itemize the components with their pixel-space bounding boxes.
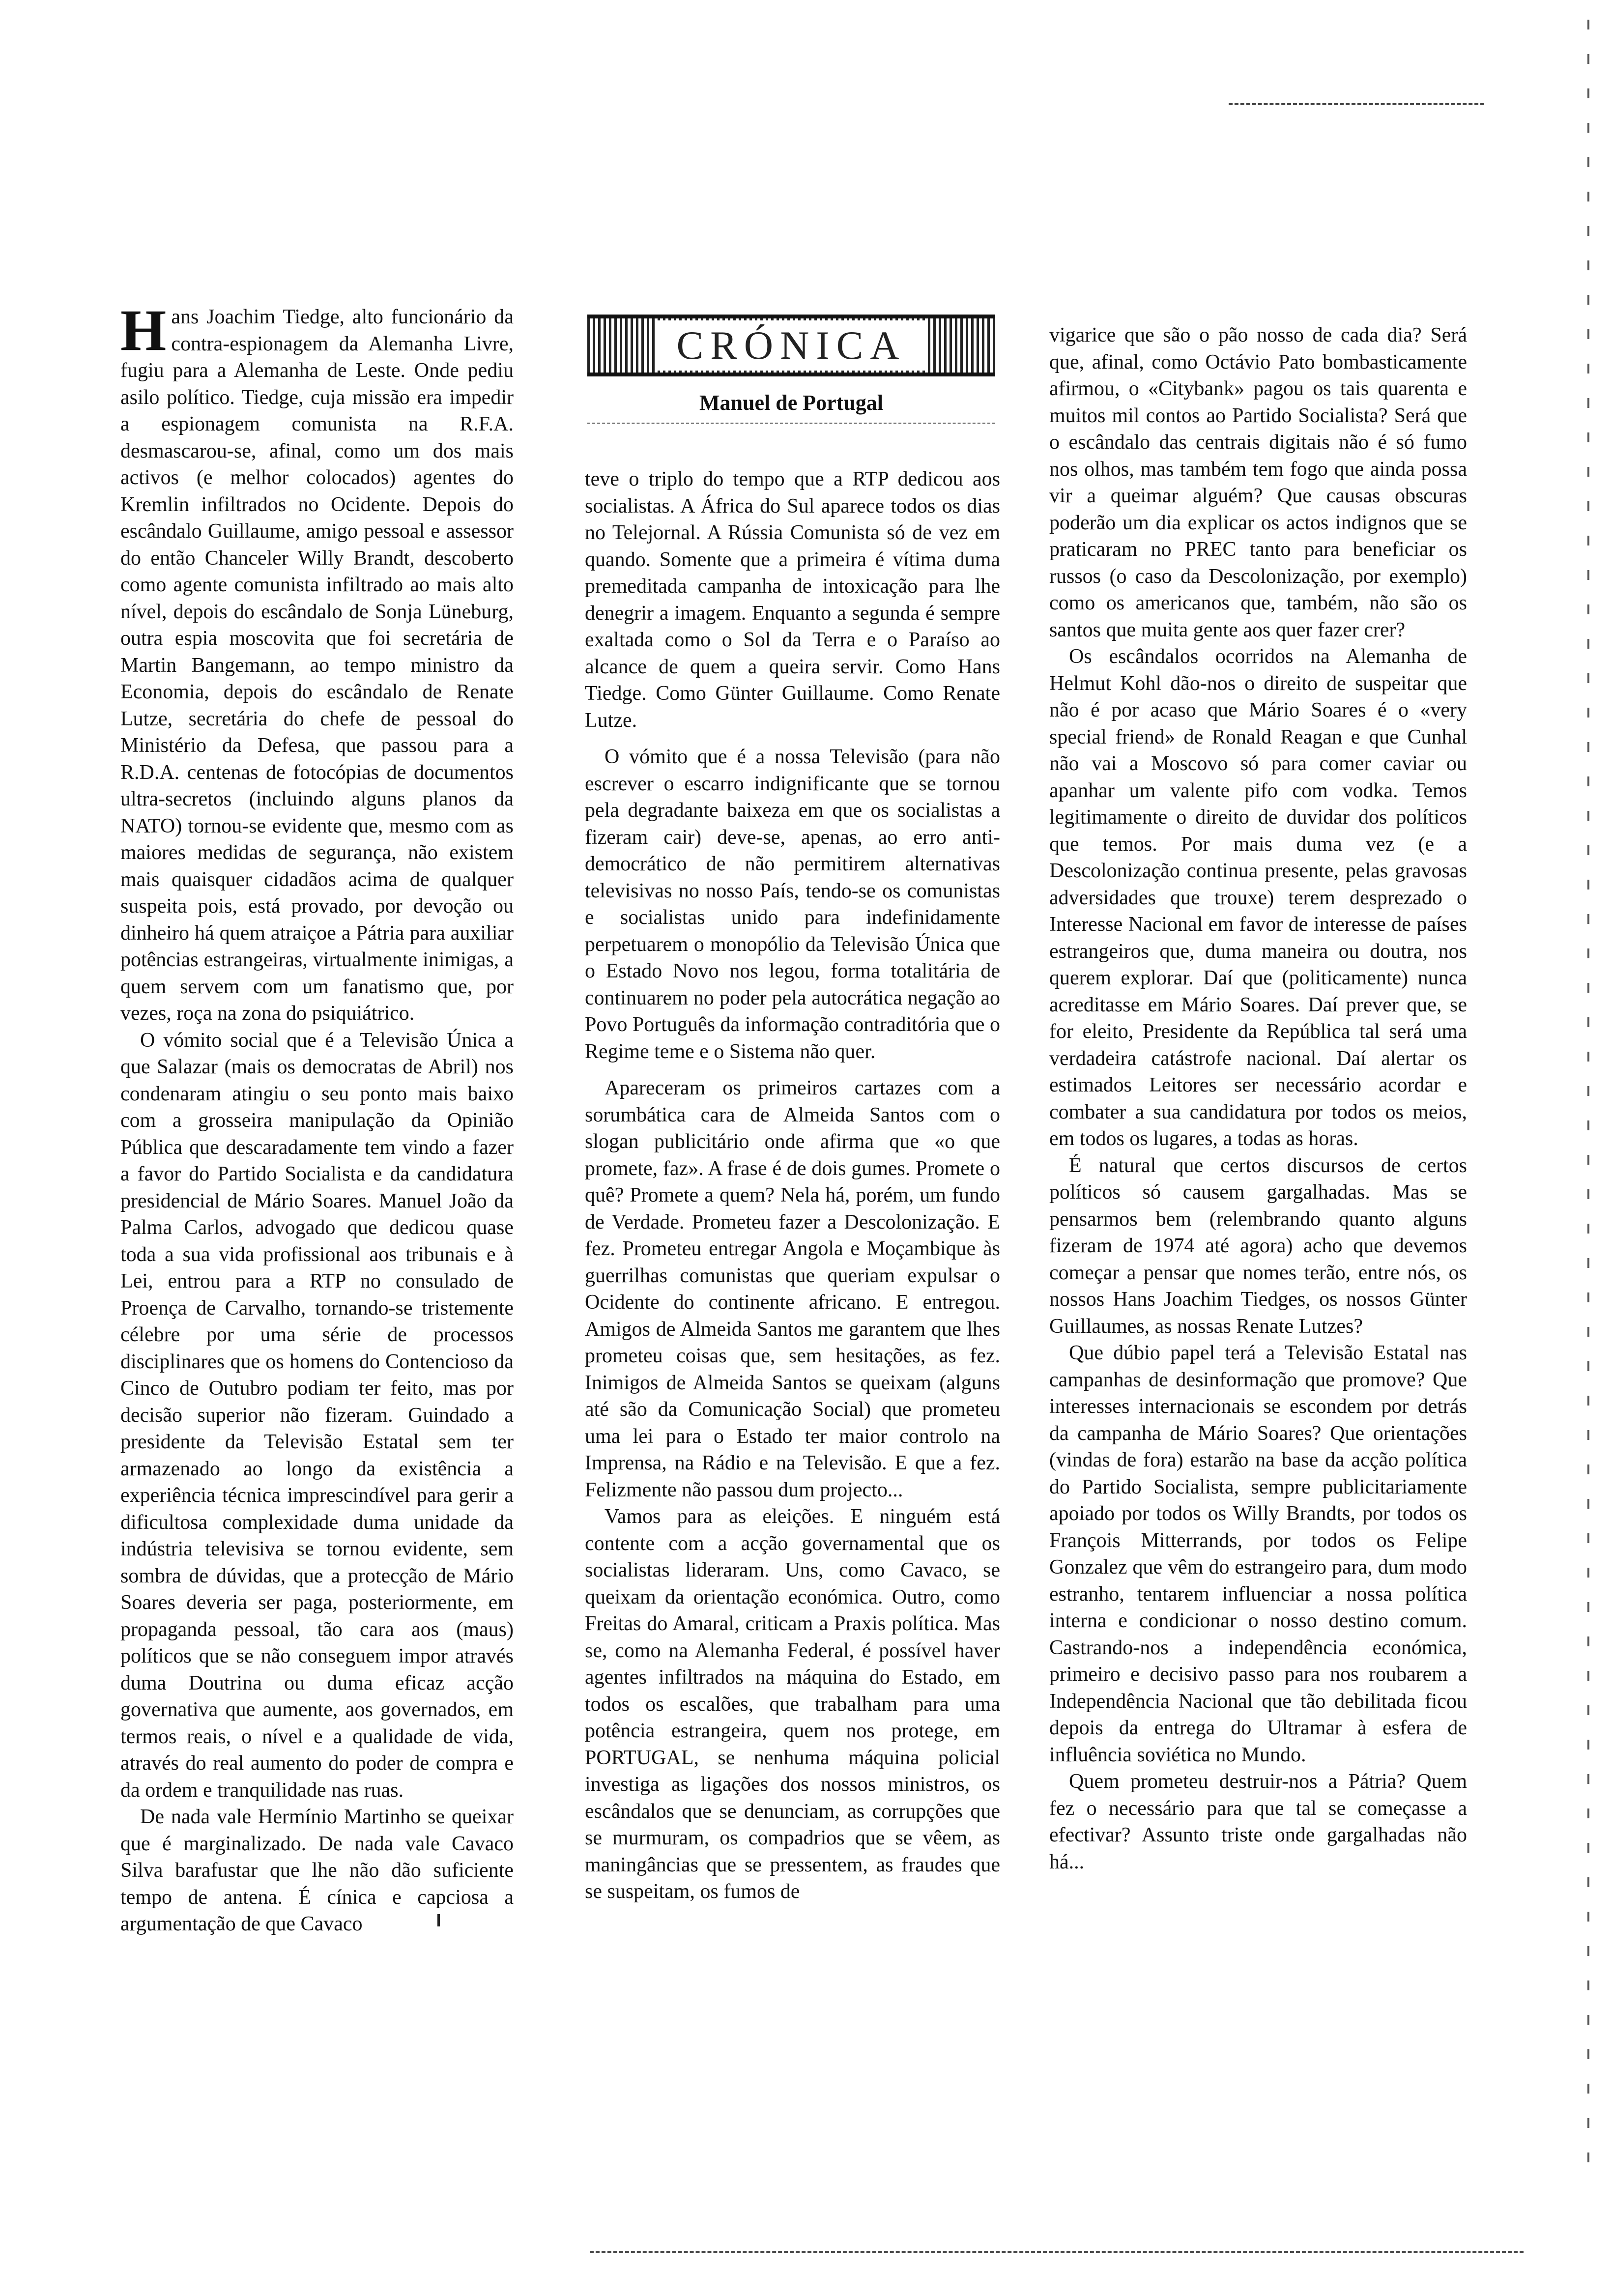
paragraph: Que dúbio papel terá a Televisão Estatal nas campanhas de desinformação que promove? Que interesses internacionais se escondem por detrás da campanha de Mário Soares? Que orientações (vindas de fora) estarão na base da acção política do Partido Socialista, sempre publicitariamente apoiado por todos os Willy Brandts, por todos os François Mitterrands, por todos os Felipe Gonzalez que vêm do estrangeiro para, dum modo estranho, tentarem influenciar a nossa política interna e condicionar o nosso destino comum. Castrando-nos a independência económica, primeiro e decisivo passo para nos roubarem a Independência Nacional que tão debilitada ficou depois da entrega do Ultramar à esfera de influência soviética no Mundo. [1049, 1342, 1467, 1766]
section-title: CRÓNICA [657, 320, 925, 371]
article-column-1 [120, 297, 514, 1938]
paragraph: teve o triplo do tempo que a RTP dedicou aos socialistas. A África do Sul aparece todos os dias no Telejornal. A Rússia Comunista só de vez em quando. Somente que a primeira é vítima duma premeditada campanha de intoxicação para lhe denegrir a imagem. Enquanto a segunda é sempre exaltada como o Sol da Terra e o Paraíso ao alcance de quem a queira servir. Como Hans Tiedge. Como Günter Guillaume. Como Renate Lutze. [585, 468, 1000, 732]
article-column-3 [1049, 322, 1467, 1875]
scan-artifact-top [1229, 103, 1484, 105]
paragraph: Os escândalos ocorridos na Alemanha de Helmut Kohl dão-nos o direito de suspeitar que não é por acaso que Mário Soares é o «very special friend» de Ronald Reagan e que Cunhal não vai a Moscovo só para comer caviar ou apanhar um valente pifo com vodka. Temos legitimamente o direito de duvidar dos políticos que temos. Por mais duma vez (e a Descolonização continua presente, pelas gravosas adversidades que trouxe) terem desprezado o Interesse Nacional em favor de interesse de países estrangeiros que, duma maneira ou doutra, nos querem explorar. Daí que (politicamente) nunca acreditasse em Mário Soares. Daí prever que, se for eleito, Presidente da República tal será uma verdadeira catástrofe nacional. Daí alertar os estimados Leitores ser necessário acordar e combater a sua candidatura por todos os meios, em todos os lugares, a todas as horas. [1049, 645, 1467, 1150]
paragraph: É natural que certos discursos de certos políticos só causem gargalhadas. Mas se pensarmos bem (relembrando quanto alguns fizeram de 1974 até agora) acho que devemos começar a pensar que nomes terão, entre nós, os nossos Hans Joachim Tiedges, os nossos Günter Guillaumes, as nossas Renate Lutzes? [1049, 1154, 1467, 1338]
paragraph: vigarice que são o pão nosso de cada dia? Será que, afinal, como Octávio Pato bombasticamente afirmou, o «Citybank» pagou os tais quarenta e muitos mil contos ao Partido Socialista? Será que o escândalo das centrais digitais não é só fumo nos olhos, mas também tem fogo que ainda possa vir a queimar alguém? Que causas obscuras poderão um dia explicar os actos indignos que se praticaram no PREC tanto para beneficiar os russos (o caso da Descolonização, por exemplo) como os americanos que, também, não são os santos que muita gente aos quer fazer crer? [1049, 324, 1467, 641]
paragraph: Apareceram os primeiros cartazes com a sorumbática cara de Almeida Santos com o slogan publicitário onde afirma que «o que promete, faz». A frase é de dois gumes. Promete o quê? Promete a quem? Nela há, porém, um fundo de Verdade. Prometeu fazer a Descolonização. E fez. Prometeu entregar Angola e Moçambique às guerrilhas comunistas que queriam expulsar o Ocidente do continente africano. E entregou. Amigos de Almeida Santos me garantem que lhes prometeu coisas que, sem hesitações, as fez. Inimigos de Almeida Santos se queixam (alguns até são da Comunicação Social) que prometeu uma lei para o Estado ter maior controlo na Imprensa, na Rádio e na Televisão. E que a fez. Felizmente não passou dum projecto... [585, 1077, 1000, 1501]
paragraph: Vamos para as eleições. E ninguém está contente com a acção governamental que os socialistas lideraram. Uns, como Cavaco, se queixam da orientação económica. Outro, como Freitas do Amaral, criticam a Praxis política. Mas se, como na Alemanha Federal, é possível haver agentes infiltrados na máquina do Estado, em todos os escalões, que trabalham para uma potência estrangeira, quem nos protege, em PORTUGAL, se nenhuma máquina policial investiga as ligações dos nossos ministros, os escândalos que se denunciam, as corrupções que se murmuram, os compadrios que se vêem, as maningâncias que se pressentem, as fraudes que se suspeitam, os fumos de [585, 1505, 1000, 1903]
drop-cap: H [120, 297, 167, 363]
paragraph: De nada vale Hermínio Martinho se queixar que é marginalizado. De nada vale Cavaco Silva barafustar que lhe não dão suficiente tempo de antena. É cínica e capciosa a argumentação de que Cavaco [120, 1806, 514, 1935]
scan-artifact-bottom [590, 2251, 1524, 2253]
paragraph: O vómito social que é a Televisão Única a que Salazar (mais os democratas de Abril) nos condenaram atingiu o seu ponto mais baixo com a grosseira manipulação da Opinião Pública que descaradamente tem vindo a fazer a favor do Partido Socialista e da candidatura presidencial de Mário Soares. Manuel João da Palma Carlos, advogado que dedicou quase toda a sua vida profissional aos tribunais e à Lei, entrou para a RTP no consulado de Proença de Carvalho, tornando-se tristemente célebre por uma série de processos disciplinares que os homens do Contencioso da Cinco de Outubro podiam ter feito, mas por decisão superior não fizeram. Guindado a presidente da Televisão Estatal sem ter armazenado ao longo da existência a experiência técnica imprescindível para gerir a dificultosa complexidade duma unidade da indústria televisiva se tornou evidente, sem sombra de dúvidas, que a protecção de Mário Soares deveria ser paga, posteriormente, em propaganda pessoal, tão cara aos (maus) políticos que se não conseguem impor através duma Doutrina ou duma eficaz acção governativa que aumente, aos governados, em termos reais, o nível e a qualidade de vida, através do real aumento do poder de compra e da ordem e tranquilidade nas ruas. [120, 1029, 514, 1802]
article-column-2 [585, 466, 1000, 1905]
scan-artifact-edge [1587, 20, 1589, 2182]
paragraph: Hans Joachim Tiedge, alto funcionário da contra-espionagem da Alemanha Livre, fugiu para a Alemanha de Leste. Onde pediu asilo político. Tiedge, cuja missão era impedir a espionagem comunista na R.F.A. desmascarou-se, afinal, como um dos mais activos (e melhor colocados) agentes do Kremlin infiltrados no Ocidente. Depois do escândalo Guillaume, amigo pessoal e assessor do então Chanceler Willy Brandt, descoberto como agente comunista infiltrado ao mais alto nível, depois do escândalo de Sonja Lüneburg, outra espia moscovita que foi secretária de Martin Bangemann, ao tempo ministro da Economia, depois do escândalo de Renate Lutze, secretária do chefe de pessoal do Ministério da Defesa, que passou para a R.D.A. centenas de fotocópias de documentos ultra-secretos (incluindo alguns planos da NATO) tornou-se evidente que, mesmo com as maiores medidas de segurança, não existem mais quaisquer cidadãos acima de qualquer suspeita pois, está provado, por devoção ou dinheiro há quem atraiçoe a Pátria para auxiliar potências estrangeiras, virtualmente inimigas, a quem servem com um fanatismo que, por vezes, roça na zona do psiquiátrico. [120, 297, 514, 1025]
paragraph: Quem prometeu destruir-nos a Pátria? Quem fez o necessário para que tal se começasse a efectivar? Assunto triste onde gargalhadas não há... [1049, 1770, 1467, 1873]
section-masthead [587, 315, 995, 376]
paragraph: O vómito que é a nossa Televisão (para não escrever o escarro indignificante que se tornou pela degradante baixeza em que os socialistas a fizeram cair) deve-se, apenas, ao erro anti-democrático de não permitirem alternativas televisivas no nosso País, tendo-se os comunistas e socialistas unido para indefinidamente perpetuarem o monopólio da Televisão Única que o Estado Novo nos legou, forma totalitária de continuarem no poder pela autocrática negação ao Povo Português da informação contraditória que o Regime teme e o Sistema não quer. [585, 746, 1000, 1063]
author-byline: Manuel de Portugal [587, 383, 995, 424]
